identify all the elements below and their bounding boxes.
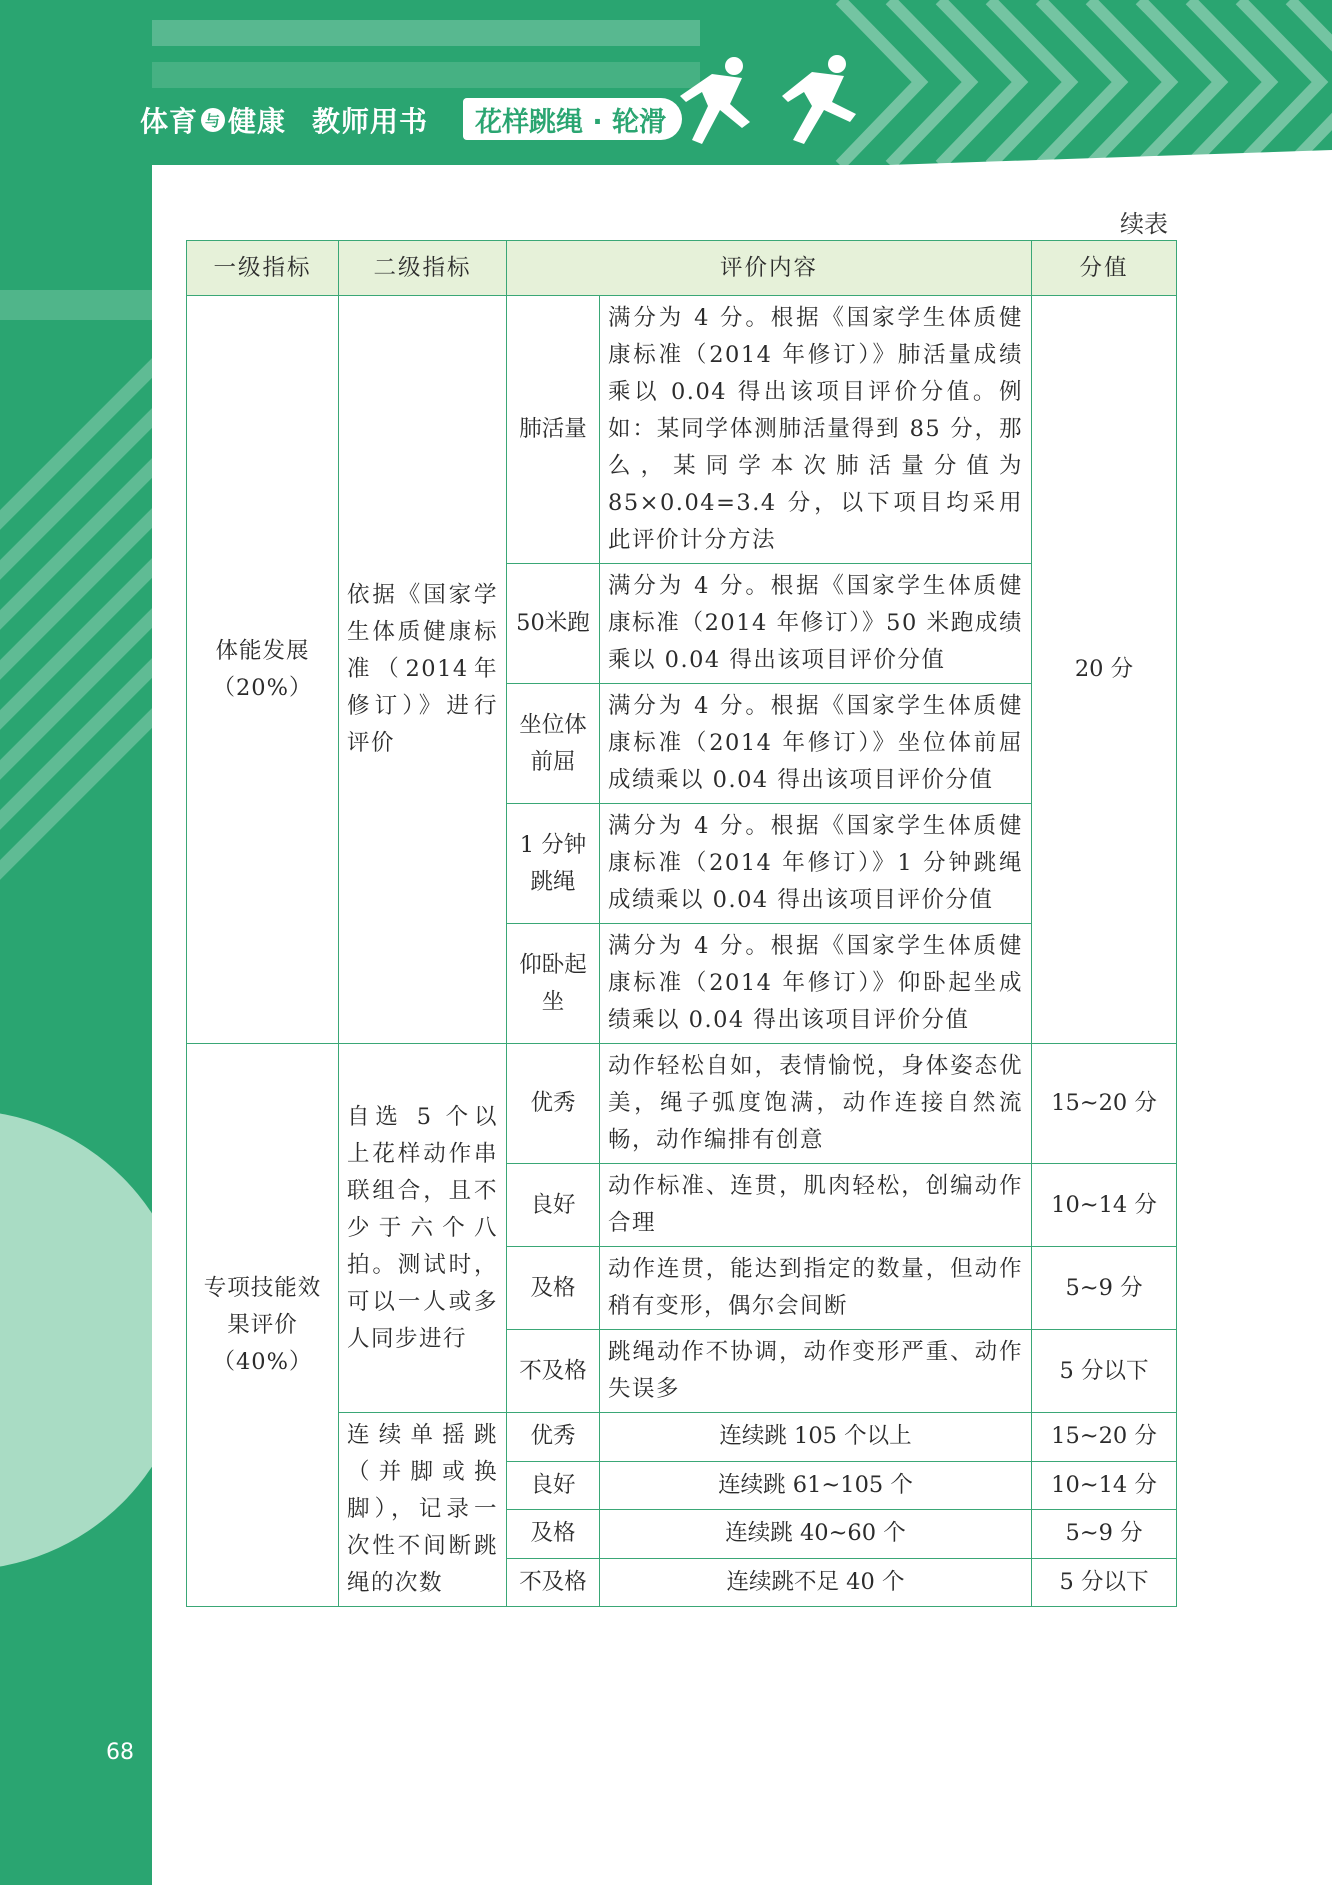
- content-cell: 连续跳 40~60 个: [600, 1510, 1032, 1559]
- score-cell: 10~14 分: [1032, 1461, 1177, 1510]
- score-cell: 20 分: [1032, 296, 1177, 1044]
- item-cell: 肺活量: [507, 296, 600, 564]
- left-margin-decoration: [0, 0, 152, 1885]
- unit-badge: 花样跳绳 · 轮滑: [463, 98, 682, 140]
- content-cell: 动作轻松自如，表情愉悦，身体姿态优美，绳子弧度饱满，动作连接自然流畅，动作编排有创意: [600, 1044, 1032, 1164]
- content-cell: 连续跳 105 个以上: [600, 1413, 1032, 1462]
- grade-cell: 优秀: [507, 1413, 600, 1462]
- item-cell: 坐位体前屈: [507, 684, 600, 804]
- content-cell: 动作连贯，能达到指定的数量，但动作稍有变形，偶尔会间断: [600, 1247, 1032, 1330]
- page-number: 68: [106, 1740, 134, 1765]
- item-cell: 50米跑: [507, 564, 600, 684]
- header-content: 评价内容: [507, 241, 1032, 296]
- table-row: [187, 296, 1177, 564]
- content-cell: 满分为 4 分。根据《国家学生体质健康标准（2014 年修订）》坐位体前屈成绩乘以 0.04 得出该项目评价分值: [600, 684, 1032, 804]
- book-title-part1: 体育: [140, 105, 199, 138]
- score-cell: 5~9 分: [1032, 1510, 1177, 1559]
- content-cell: 连续跳 61~105 个: [600, 1461, 1032, 1510]
- level2-cell: 连续单摇跳（并脚或换脚），记录一次性不间断跳绳的次数: [339, 1413, 507, 1607]
- score-cell: 15~20 分: [1032, 1413, 1177, 1462]
- item-cell: 仰卧起坐: [507, 924, 600, 1044]
- content-cell: 动作标准、连贯，肌肉轻松，创编动作合理: [600, 1164, 1032, 1247]
- book-title-part2: 健康: [228, 105, 287, 138]
- level2-cell: 依据《国家学生体质健康标准（2014年修订）》进行评价: [339, 296, 507, 1044]
- header-level2: 二级指标: [339, 241, 507, 296]
- grade-cell: 不及格: [507, 1330, 600, 1413]
- grade-cell: 良好: [507, 1461, 600, 1510]
- content-cell: 满分为 4 分。根据《国家学生体质健康标准（2014 年修订）》1 分钟跳绳成绩乘以 0.04 得出该项目评价分值: [600, 804, 1032, 924]
- score-cell: 10~14 分: [1032, 1164, 1177, 1247]
- level2-cell: 自选 5 个以上花样动作串联组合，且不少于六个八拍。测试时，可以一人或多人同步进行: [339, 1044, 507, 1413]
- header-banner: [0, 0, 1332, 165]
- grade-cell: 不及格: [507, 1558, 600, 1607]
- book-title-connector: 与: [201, 108, 225, 132]
- book-title: [140, 100, 428, 140]
- book-subtitle: 教师用书: [312, 105, 429, 138]
- level1-cell: 专项技能效果评价（40%）: [187, 1044, 339, 1607]
- level1-cell: 体能发展（20%）: [187, 296, 339, 1044]
- content-cell: 连续跳不足 40 个: [600, 1558, 1032, 1607]
- runners-icon: [672, 52, 882, 162]
- grade-cell: 优秀: [507, 1044, 600, 1164]
- header-score: 分值: [1032, 241, 1177, 296]
- item-cell: 1 分钟跳绳: [507, 804, 600, 924]
- table-row: [187, 1044, 1177, 1164]
- continued-label: 续表: [1120, 210, 1168, 238]
- grade-cell: 及格: [507, 1510, 600, 1559]
- score-cell: 5~9 分: [1032, 1247, 1177, 1330]
- evaluation-table: [186, 240, 1177, 1607]
- grade-cell: 及格: [507, 1247, 600, 1330]
- content-cell: 满分为 4 分。根据《国家学生体质健康标准（2014 年修订）》50 米跑成绩乘以 0.04 得出该项目评价分值: [600, 564, 1032, 684]
- table-header-row: [187, 241, 1177, 296]
- score-cell: 5 分以下: [1032, 1558, 1177, 1607]
- score-cell: 15~20 分: [1032, 1044, 1177, 1164]
- grade-cell: 良好: [507, 1164, 600, 1247]
- score-cell: 5 分以下: [1032, 1330, 1177, 1413]
- header-level1: 一级指标: [187, 241, 339, 296]
- content-cell: 满分为 4 分。根据《国家学生体质健康标准（2014 年修订）》肺活量成绩乘以 0.04 得出该项目评价分值。例如：某同学体测肺活量得到 85 分，那么，某同学本次肺活量分值为 85×0.04=3.4 分，以下项目均采用此评价计分方法: [600, 296, 1032, 564]
- content-cell: 跳绳动作不协调，动作变形严重、动作失误多: [600, 1330, 1032, 1413]
- content-cell: 满分为 4 分。根据《国家学生体质健康标准（2014 年修订）》仰卧起坐成绩乘以 0.04 得出该项目评价分值: [600, 924, 1032, 1044]
